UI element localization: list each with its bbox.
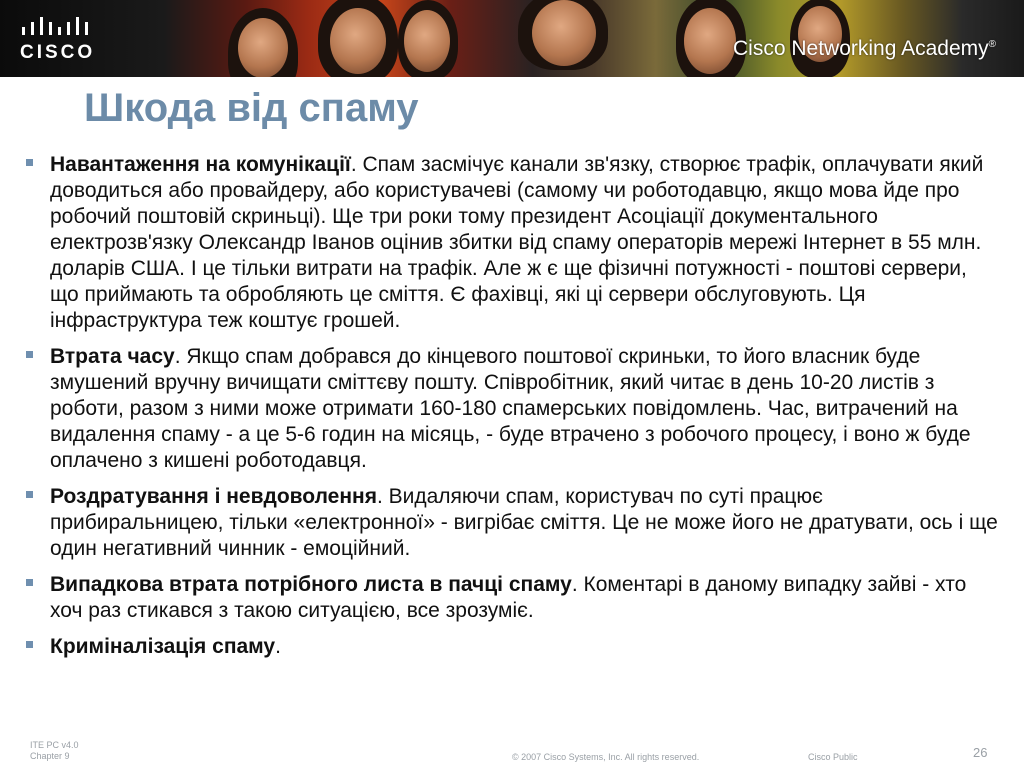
bullet-heading: Криміналізація спаму: [50, 635, 276, 658]
course-name: ITE PC v4.0: [30, 740, 79, 750]
bullet-item: [26, 634, 1001, 660]
bullet-list: [26, 152, 1001, 670]
bullet-heading: Навантаження на комунікації: [50, 153, 351, 176]
classification-label: Cisco Public: [808, 752, 858, 762]
bullet-heading: Випадкова втрата потрібного листа в пачці спаму: [50, 573, 572, 596]
square-bullet-icon: [26, 579, 33, 586]
bullet-item: [26, 344, 1001, 474]
bullet-item: [26, 152, 1001, 334]
bullet-item: [26, 484, 1001, 562]
course-info: [30, 740, 79, 762]
square-bullet-icon: [26, 159, 33, 166]
cisco-logo: [20, 15, 100, 63]
slide-title: Шкода від спаму: [84, 86, 419, 130]
square-bullet-icon: [26, 491, 33, 498]
bullet-text: .: [275, 635, 281, 658]
square-bullet-icon: [26, 351, 33, 358]
cisco-bridge-icon: [22, 17, 92, 39]
bullet-item: [26, 572, 1001, 624]
bullet-text: . Видаляючи спам, користувач по суті працює прибиральницею, тільки «електронної» - вигрібає сміття. Це не може його не дратувати, ось і ще один негативний чинник - емоційний.: [50, 485, 998, 560]
cisco-wordmark: CISCO: [20, 42, 96, 63]
bullet-text: . Спам засмічує канали зв'язку, створює трафік, оплачувати який доводиться або провайдеру, або користувачеві (самому чи роботодавцю, якщо мова йде про робочий поштовій скриньці). Ще три роки тому президент Асоціації документального електрозв'язку Олександр Іванов оцінив збитки від спаму операторів мережі Інтернет в 55 млн. доларів США. І це тільки витрати на трафік. Але ж є ще фізичні потужності - поштові сервери, що приймають та обробляють це сміття. Є фахівці, які ці сервери обслуговують. Ця інфраструктура теж коштує грошей.: [50, 153, 984, 332]
bullet-text: . Коментарі в даному випадку зайві - хто хоч раз стикався з такою ситуацією, все зрозуміє.: [50, 573, 967, 622]
page-number: 26: [973, 745, 988, 760]
chapter-name: Chapter 9: [30, 751, 70, 761]
bullet-heading: Роздратування і невдоволення: [50, 485, 377, 508]
copyright-notice: © 2007 Cisco Systems, Inc. All rights reserved.: [512, 752, 700, 762]
header-banner: [0, 0, 1024, 77]
square-bullet-icon: [26, 641, 33, 648]
networking-academy-label: Cisco Networking Academy®: [733, 37, 996, 60]
bullet-text: . Якщо спам добрався до кінцевого поштової скриньки, то його власник буде змушений вручну вичищати сміттєву пошту. Співробітник, який читає в день 10-20 листів з роботи, разом з ними може отримати 160-180 спамерських повідомлень. Час, витрачений на видалення спаму - а це 5-6 годин на місяць, - буде втрачено з робочого процесу, і воно ж буде оплачено з кишені роботодавця.: [50, 345, 971, 472]
bullet-heading: Втрата часу: [50, 345, 175, 368]
